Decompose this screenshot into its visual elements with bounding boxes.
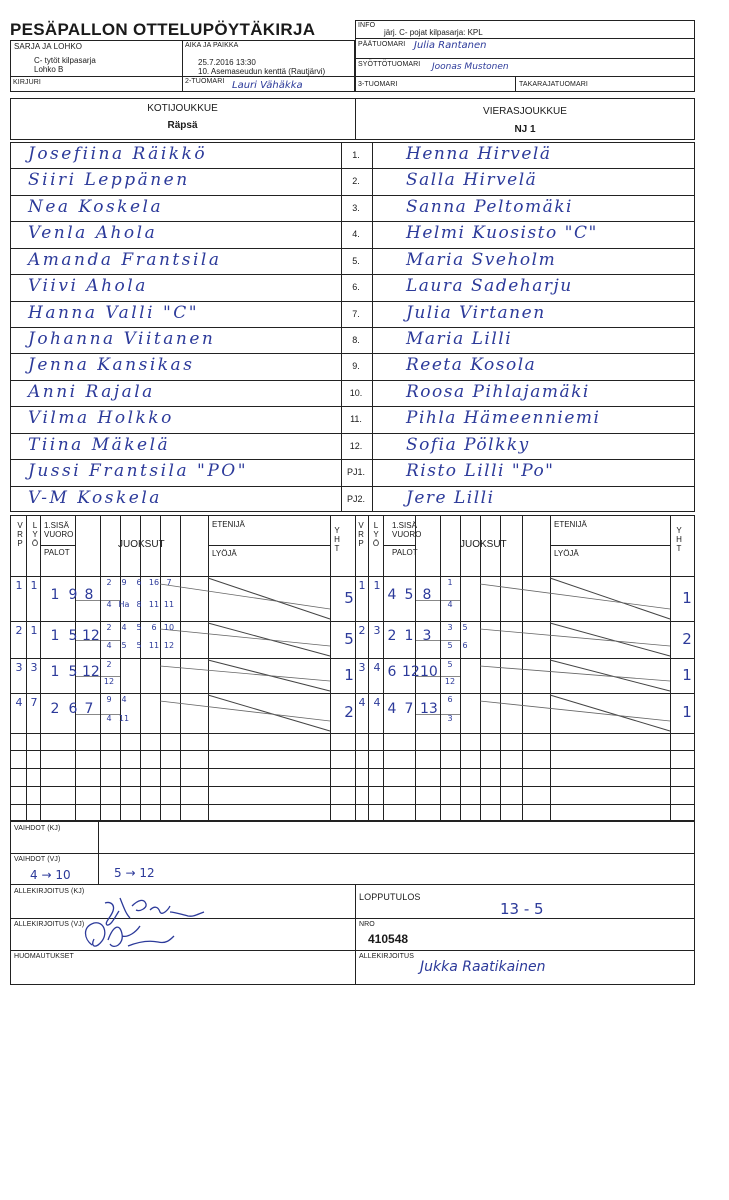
away-player: Reeta Kosola (406, 355, 537, 376)
home-player: Viivi Ahola (28, 276, 148, 297)
run-top: 6 (151, 623, 157, 632)
gh-lyoja-r: LYÖJÄ (554, 549, 579, 558)
gh-vrp: V R P (17, 521, 23, 548)
run-bottom: 3 (447, 714, 453, 723)
run-top: 2 (106, 578, 112, 587)
vrp-number: 4 (15, 696, 23, 709)
period-total: 1 (682, 703, 692, 721)
palot-value: 12 (402, 663, 420, 680)
run-bottom: 4 (447, 599, 453, 609)
run-top: 6 (447, 695, 453, 704)
page-title: PESÄPALLON OTTELUPÖYTÄKIRJA (10, 20, 316, 39)
run-bottom: 4 (106, 714, 112, 723)
run-bottom: 4 (106, 599, 112, 609)
player-number: 1. (352, 150, 360, 160)
away-player: Jere Lilli (406, 487, 495, 508)
aika-value-2: 10. Asemaseudun kenttä (Rautjärvi) (198, 67, 326, 76)
lyo-number: 7 (30, 696, 38, 709)
run-top: 6 (136, 578, 142, 587)
paatuomari-label: PÄÄTUOMARI (358, 41, 406, 48)
period-total: 1 (682, 665, 692, 684)
juoksu-value: 7 (84, 701, 94, 717)
run-bottom: 5 (121, 640, 127, 650)
info-label: INFO (358, 22, 376, 29)
period-total: 1 (344, 665, 354, 684)
sisa-value: 4 (387, 586, 397, 603)
vaihdot-vj-label: VAIHDOT (VJ) (14, 856, 61, 863)
vrp-number: 2 (15, 624, 23, 637)
lyo-number: 1 (30, 624, 38, 637)
away-player: Maria Sveholm (406, 249, 557, 270)
away-player: Helmi Kuosisto "C" (406, 223, 598, 244)
run-bottom: 12 (444, 676, 456, 686)
player-number: 8. (352, 335, 360, 345)
player-number: 11. (350, 414, 362, 425)
run-top: 1 (447, 578, 453, 587)
vaihdot-kj-label: VAIHDOT (KJ) (14, 825, 61, 832)
gh-yht-r: Y H T (676, 526, 682, 553)
allek-vj-label: ALLEKIRJOITUS (VJ) (14, 921, 85, 928)
home-player: Amanda Frantsila (28, 249, 222, 270)
nro-label: NRO (359, 921, 375, 928)
kirjuri-label: KIRJURI (13, 79, 41, 86)
gh-etenija: ETENIJÄ (212, 520, 245, 529)
juoksu-value: 8 (84, 586, 94, 603)
away-player: Laura Sadeharju (406, 276, 573, 297)
away-player: Risto Lilli "Po" (406, 461, 555, 482)
allekirjoitus-value: Jukka Raatikainen (420, 959, 546, 975)
player-number: 6. (352, 282, 360, 293)
player-number: PJ1. (346, 467, 365, 478)
run-top: 10 (163, 623, 175, 632)
juoksu-value: 10 (420, 663, 438, 680)
player-number: PJ2. (346, 493, 365, 504)
juoksu-value: 12 (82, 663, 100, 680)
run-top: 4 (121, 695, 127, 704)
vrp-number: 2 (358, 624, 366, 637)
run-top: 7 (166, 578, 172, 587)
away-player: Salla Hirvelä (406, 170, 538, 191)
vaihdot-vj-2: 5 → 12 (114, 866, 155, 880)
home-player: Tiina Mäkelä (28, 434, 171, 455)
run-bottom: 6 (462, 640, 468, 650)
run-top: 3 (447, 623, 453, 632)
away-player: Pihla Hämeenniemi (406, 408, 601, 429)
run-top: 2 (106, 623, 112, 632)
allek-kj-label: ALLEKIRJOITUS (KJ) (14, 888, 85, 895)
run-bottom: 5 (447, 640, 453, 650)
away-player: Sofia Pölkky (406, 434, 530, 455)
vrp-number: 3 (358, 661, 366, 674)
signatures (10, 18, 695, 985)
takarajatuomari-label: TAKARAJATUOMARI (519, 81, 588, 88)
sisa-value: 1 (50, 586, 60, 603)
home-player: Jussi Frantsila "PO" (28, 461, 249, 482)
vrp-number: 3 (15, 661, 23, 674)
player-number: 10. (349, 387, 363, 398)
juoksu-value: 13 (420, 701, 438, 717)
run-top: 16 (148, 578, 160, 587)
player-number: 2. (352, 176, 360, 187)
vrp-number: 1 (358, 579, 366, 592)
away-label: VIERASJOUKKUE (483, 106, 567, 117)
palot-value: 7 (404, 701, 414, 717)
syottotuomari-value: Joonas Mustonen (432, 62, 509, 72)
lyo-number: 1 (30, 579, 38, 592)
lyo-number: 3 (373, 624, 381, 637)
juoksu-value: 8 (422, 586, 432, 603)
palot-value: 9 (68, 586, 78, 603)
run-bottom: 8 (136, 599, 142, 609)
run-bottom: Ha (118, 599, 130, 609)
run-bottom: 5 (136, 640, 142, 650)
player-number: 12. (349, 440, 363, 451)
gh-juoksut: JUOKSUT (118, 539, 165, 550)
away-player: Henna Hirvelä (406, 144, 552, 164)
allekirjoitus-label: ALLEKIRJOITUS (359, 953, 414, 960)
player-number: 3. (352, 202, 360, 213)
period-total: 1 (682, 588, 692, 607)
aika-value-1: 25.7.2016 13:30 (198, 58, 256, 67)
player-number: 5. (352, 255, 360, 266)
away-player: Roosa Pihlajamäki (406, 381, 590, 402)
gh-lyo: L Y Ö (31, 521, 39, 548)
signature-kj (105, 898, 204, 925)
palot-value: 5 (68, 663, 78, 680)
gh-juoksut-r: JUOKSUT (460, 539, 507, 550)
sisa-value: 1 (50, 627, 60, 644)
lopputulos-value: 13 - 5 (500, 900, 544, 918)
run-top: 2 (106, 660, 112, 669)
lyo-number: 1 (373, 579, 381, 592)
sarja-value-1: C- tytöt kilpasarja (34, 56, 96, 65)
run-bottom: 12 (163, 640, 175, 650)
gh-lyoja: LYÖJÄ (212, 549, 237, 558)
lyo-number: 3 (30, 661, 38, 674)
sisa-value: 6 (387, 663, 397, 680)
gh-yht: Y H T (334, 526, 340, 553)
sisa-value: 4 (387, 701, 397, 717)
period-total: 5 (344, 588, 354, 607)
away-player: Maria Lilli (406, 329, 513, 349)
home-name: Räpsä (167, 120, 198, 131)
palot-value: 1 (404, 627, 414, 644)
sisa-value: 2 (387, 627, 397, 644)
player-number: 7. (352, 308, 360, 319)
run-bottom: 11 (148, 640, 160, 650)
run-top: 5 (447, 660, 453, 669)
gh-etenija-r: ETENIJÄ (554, 520, 587, 529)
home-player: Venla Ahola (28, 223, 158, 244)
palot-value: 5 (404, 586, 414, 603)
period-total: 2 (344, 703, 354, 721)
lopputulos-label: LOPPUTULOS (359, 892, 421, 902)
player-number: 4. (352, 229, 360, 240)
nro-value: 410548 (368, 932, 409, 946)
juoksu-value: 12 (82, 627, 100, 644)
tuomari3-label: 3-TUOMARI (358, 81, 398, 88)
run-bottom: 11 (118, 714, 130, 723)
juoksu-value: 3 (422, 627, 432, 644)
tuomari2-label: 2-TUOMARI (185, 78, 225, 85)
away-player: Julia Virtanen (406, 302, 546, 323)
run-top: 9 (121, 578, 127, 587)
away-player: Sanna Peltomäki (406, 196, 573, 217)
vrp-number: 4 (358, 696, 366, 709)
syottotuomari-label: SYÖTTÖTUOMARI (358, 61, 421, 68)
palot-value: 5 (68, 627, 78, 644)
sarja-label: SARJA JA LOHKO (14, 42, 83, 51)
home-player: V-M Koskela (28, 487, 162, 508)
gh-sisa: 1.SISÄ VUORO (44, 521, 74, 539)
lyo-number: 4 (373, 696, 381, 709)
player-number: 9. (352, 361, 360, 372)
period-total: 5 (344, 629, 354, 648)
home-player: Josefiina Räikkö (28, 144, 208, 164)
tuomari2-value: Lauri Vähäkka (232, 80, 303, 91)
home-player: Siiri Leppänen (28, 170, 190, 191)
vaihdot-vj-1: 4 → 10 (30, 868, 71, 882)
run-bottom: 11 (163, 599, 175, 609)
sarja-value-2: Lohko B (34, 65, 64, 74)
info-value: järj. C- pojat kilpasarja: KPL (384, 28, 483, 37)
huomautukset-label: HUOMAUTUKSET (14, 953, 74, 960)
gh-palot: PALOT (44, 548, 70, 557)
run-top: 9 (106, 695, 112, 704)
signature-vj (86, 923, 175, 947)
run-top: 5 (462, 623, 468, 632)
lyo-number: 4 (373, 661, 381, 674)
scoresheet (10, 18, 695, 985)
run-bottom: 11 (148, 599, 160, 609)
home-player: Johanna Viitanen (28, 329, 216, 349)
aika-label: AIKA JA PAIKKA (185, 42, 239, 49)
home-player: Anni Rajala (28, 381, 155, 402)
run-bottom: 4 (106, 640, 112, 650)
sisa-value: 2 (50, 701, 60, 717)
run-top: 5 (136, 623, 142, 632)
sisa-value: 1 (50, 663, 60, 680)
paatuomari-value: Julia Rantanen (414, 40, 487, 51)
run-bottom: 12 (103, 676, 115, 686)
run-top: 4 (121, 623, 127, 632)
home-label: KOTIJOUKKUE (147, 103, 218, 114)
away-name: NJ 1 (514, 124, 536, 135)
vrp-number: 1 (15, 579, 23, 592)
home-player: Nea Koskela (28, 196, 164, 217)
home-player: Jenna Kansikas (28, 355, 195, 376)
home-player: Vilma Holkko (28, 408, 174, 429)
home-player: Hanna Valli "C" (28, 302, 200, 323)
gh-vrp-r: V R P (358, 521, 364, 548)
gh-sisa-r: 1.SISÄ VUORO (392, 521, 422, 539)
period-total: 2 (682, 629, 692, 648)
gh-palot-r: PALOT (392, 548, 418, 557)
gh-lyo-r: L Y Ö (372, 521, 380, 548)
palot-value: 6 (68, 701, 78, 717)
